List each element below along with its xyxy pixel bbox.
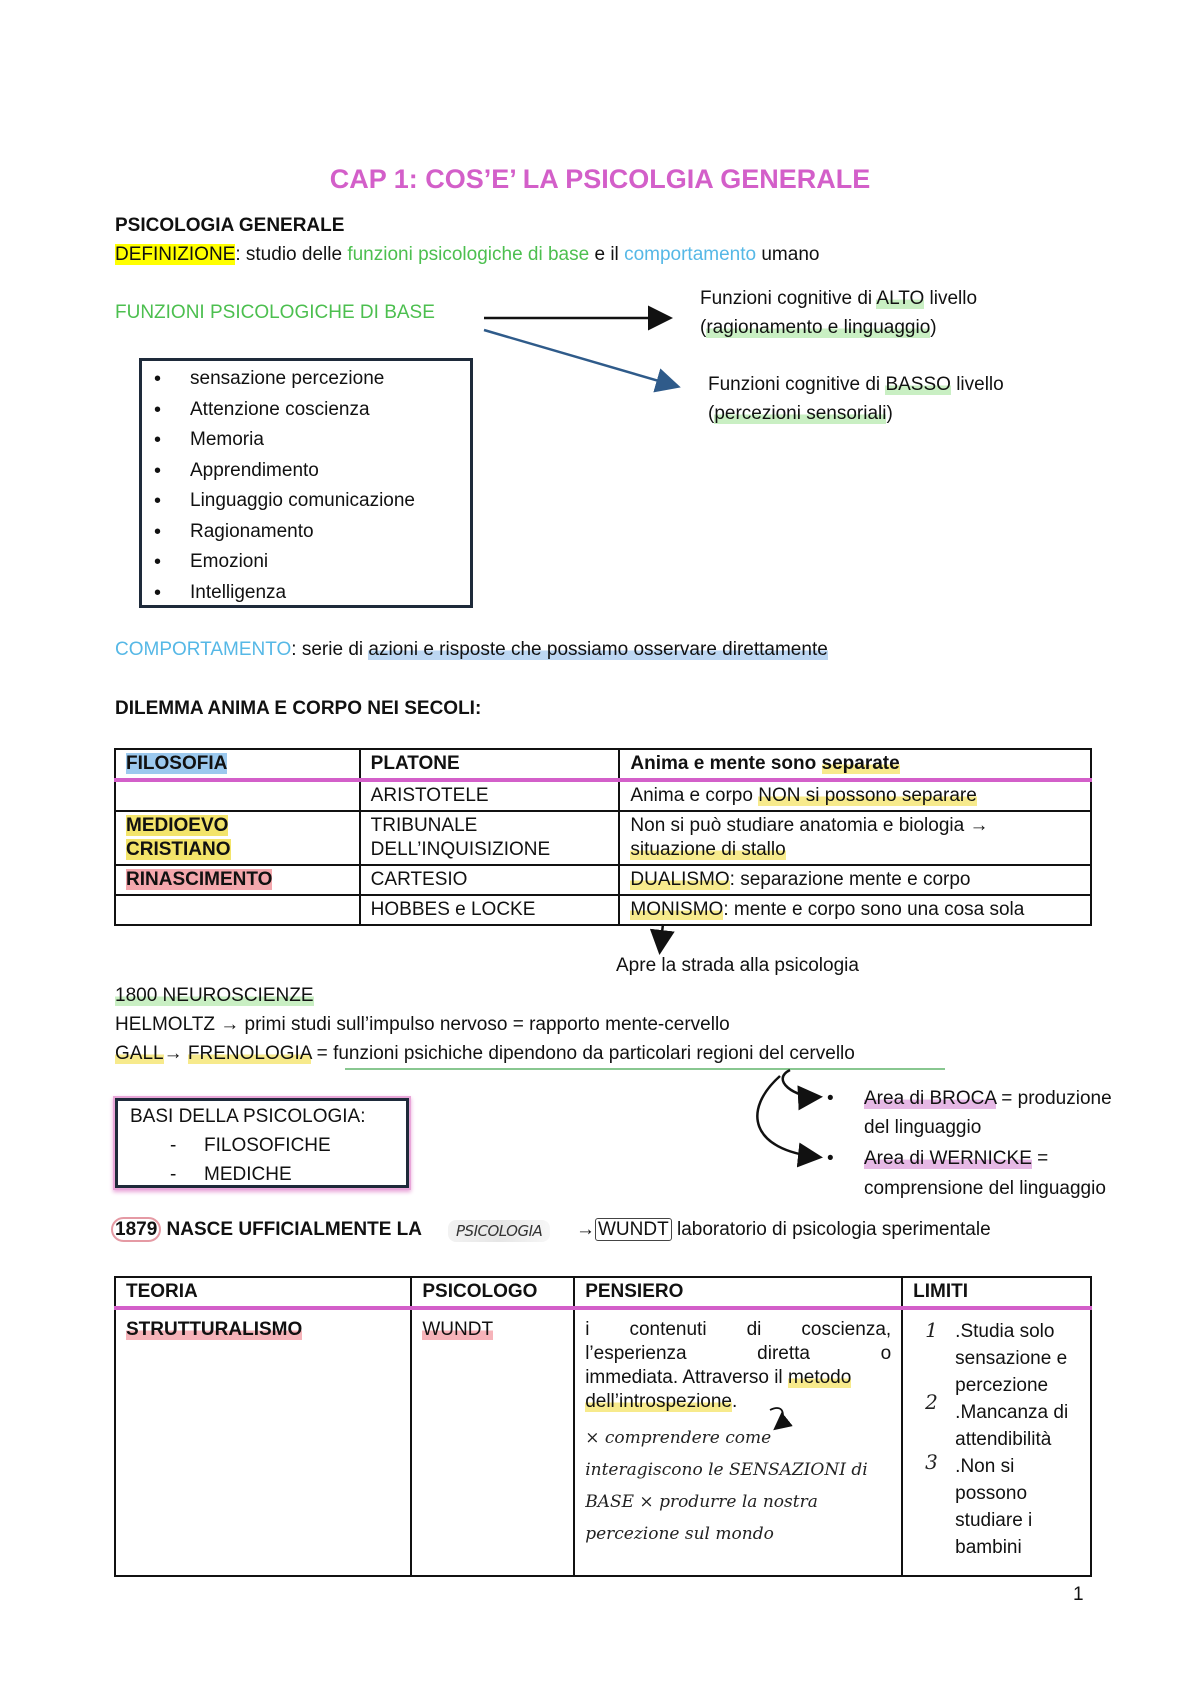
dilemma-heading: DILEMMA ANIMA E CORPO NEI SECOLI: [115,698,482,719]
limit-number: 1 [925,1318,938,1342]
text: BASSO [885,374,951,395]
theory: STRUTTURALISMO [126,1319,303,1340]
comportamento-label: COMPORTAMENTO [115,639,292,660]
dilemma-note: Apre la strada alla psicologia [616,955,859,976]
limit-line: bambini [955,1537,1022,1558]
text: : serie di [291,639,369,660]
idea: Anima e corpo [630,785,759,806]
wundt: WUNDT [595,1218,672,1241]
list-item: • Linguaggio comunicazione [142,486,470,517]
curl-arrow [770,1408,783,1428]
text: Funzioni cognitive di [708,374,886,395]
page-title: CAP 1: COS’E’ LA PSICOLGIA GENERALE [329,164,871,194]
philosopher: PLATONE [370,753,460,774]
idea-hl: NON si possono separare [758,785,977,806]
def-text: umano [756,244,820,265]
list-item: • Attenzione coscienza [142,395,470,426]
column-header: TEORIA [115,1277,411,1308]
arrow-down [660,924,663,950]
list-item: • Memoria [142,425,470,456]
period: FILOSOFIA [126,753,228,774]
period: CRISTIANO [126,839,231,860]
text: livello [950,374,1004,395]
idea-hl: DUALISMO [630,869,730,890]
list-item: • Intelligenza [142,578,470,609]
text: ) [930,317,937,338]
basi-item: FILOSOFICHE [204,1135,331,1156]
philosopher: CARTESIO [370,869,468,890]
idea: Non si può studiare anatomia e biologia → [630,815,989,836]
idea-hl: situazione di stallo [630,839,786,860]
pensiero-line: l’esperienza diretta o [585,1343,892,1364]
text: Area di BROCA [864,1088,996,1109]
text: = [1031,1148,1049,1169]
curve-arrow-broca [783,1070,818,1097]
arrow-basso [484,330,676,386]
handwritten-note: interagiscono le SENSAZIONI di [585,1460,868,1480]
def-comp: comportamento [624,244,757,265]
text: ragionamento e linguaggio [706,317,931,338]
period: RINASCIMENTO [126,869,273,890]
text: ALTO [876,288,925,309]
colon: : [235,244,241,265]
philosopher: TRIBUNALE [370,815,478,836]
def-fpb: funzioni psicologiche di base [347,244,590,265]
text: HELMOLTZ [115,1014,221,1035]
broca-line-2: del linguaggio [864,1117,982,1138]
pensiero-line: i contenuti di coscienza, [585,1319,892,1340]
text: funzioni psichiche dipendono da particolari regioni del cervello [333,1043,855,1064]
list-item: • Apprendimento [142,456,470,487]
arrow: → [576,1219,595,1240]
wernicke-line-2: comprensione del linguaggio [864,1178,1106,1199]
text: livello [924,288,978,309]
limit-number: 3 [925,1450,938,1474]
text: GALL [115,1043,164,1064]
text: ( [708,403,715,424]
definition-label: DEFINIZIONE [115,244,236,265]
text: = [311,1043,334,1064]
def-text: studio delle [240,244,348,265]
column-header: PSICOLOGO [411,1277,574,1308]
handwritten-note: BASE × produrre la nostra [585,1492,818,1512]
philosopher: ARISTOTELE [370,785,489,806]
text: azioni e risposte che possiamo osservare direttamente [368,639,828,660]
limit-line: sensazione e [955,1348,1068,1369]
section-heading: PSICOLOGIA GENERALE [115,215,345,236]
text: Funzioni cognitive di [700,288,877,309]
dash: - [170,1135,177,1156]
text: laboratorio di psicologia sperimentale [671,1219,991,1240]
idea: : mente e corpo sono una cosa sola [723,899,1025,920]
page-number: 1 [1073,1584,1084,1605]
column-header: LIMITI [902,1277,1091,1308]
text: 1800 NEUROSCIENZE [115,985,314,1006]
text: . [732,1391,738,1412]
idea: : separazione mente e corpo [729,869,971,890]
text: Area di WERNICKE [864,1148,1032,1169]
text: dell’introspezione [585,1391,733,1412]
philosopher: HOBBES e LOCKE [370,899,536,920]
list-item: • sensazione percezione [142,364,470,395]
arrow: → [163,1043,188,1064]
limit-line: .Non si [955,1456,1015,1477]
psychologist: WUNDT [422,1319,494,1340]
text: → primi studi sull’impulso nervoso = rapporto mente-cervello [220,1014,730,1035]
year: 1879 [111,1217,161,1242]
list-item: • Emozioni [142,547,470,578]
def-text: e il [589,244,625,265]
text: ( [700,317,707,338]
text: percezioni sensoriali [714,403,887,424]
bullet: • [827,1148,834,1169]
limit-line: attendibilità [955,1429,1052,1450]
philosopher: DELL’INQUISIZIONE [370,839,551,860]
dash: - [170,1164,177,1185]
bullet: • [827,1088,834,1109]
limit-number: 2 [925,1390,938,1414]
funzioni-label: FUNZIONI PSICOLOGICHE DI BASE [115,302,435,323]
idea-hl: separate [821,753,900,774]
list-item: • Ragionamento [142,517,470,548]
text: NASCE UFFICIALMENTE LA [161,1219,422,1240]
handwritten-note: × comprendere come [585,1428,772,1448]
psicologia-handwritten: PSICOLOGIA [448,1220,550,1242]
basi-heading: BASI DELLA PSICOLOGIA: [130,1106,366,1127]
text: metodo [787,1367,852,1388]
limit-line: studiare i [955,1510,1033,1531]
text: FRENOLOGIA [187,1043,312,1064]
idea-hl: MONISMO [630,899,724,920]
period: MEDIOEVO [126,815,229,836]
text: = produzione [996,1088,1112,1109]
limit-line: possono [955,1483,1028,1504]
limit-line: percezione [955,1375,1049,1396]
handwritten-note: percezione sul mondo [585,1524,774,1544]
limit-line: .Mancanza di [955,1402,1069,1423]
column-header: PENSIERO [574,1277,902,1308]
text: ) [886,403,893,424]
idea: Anima e mente sono [630,753,822,774]
basi-item: MEDICHE [204,1164,292,1185]
text: immediata. Attraverso il [585,1367,788,1388]
limit-line: .Studia solo [955,1321,1055,1342]
